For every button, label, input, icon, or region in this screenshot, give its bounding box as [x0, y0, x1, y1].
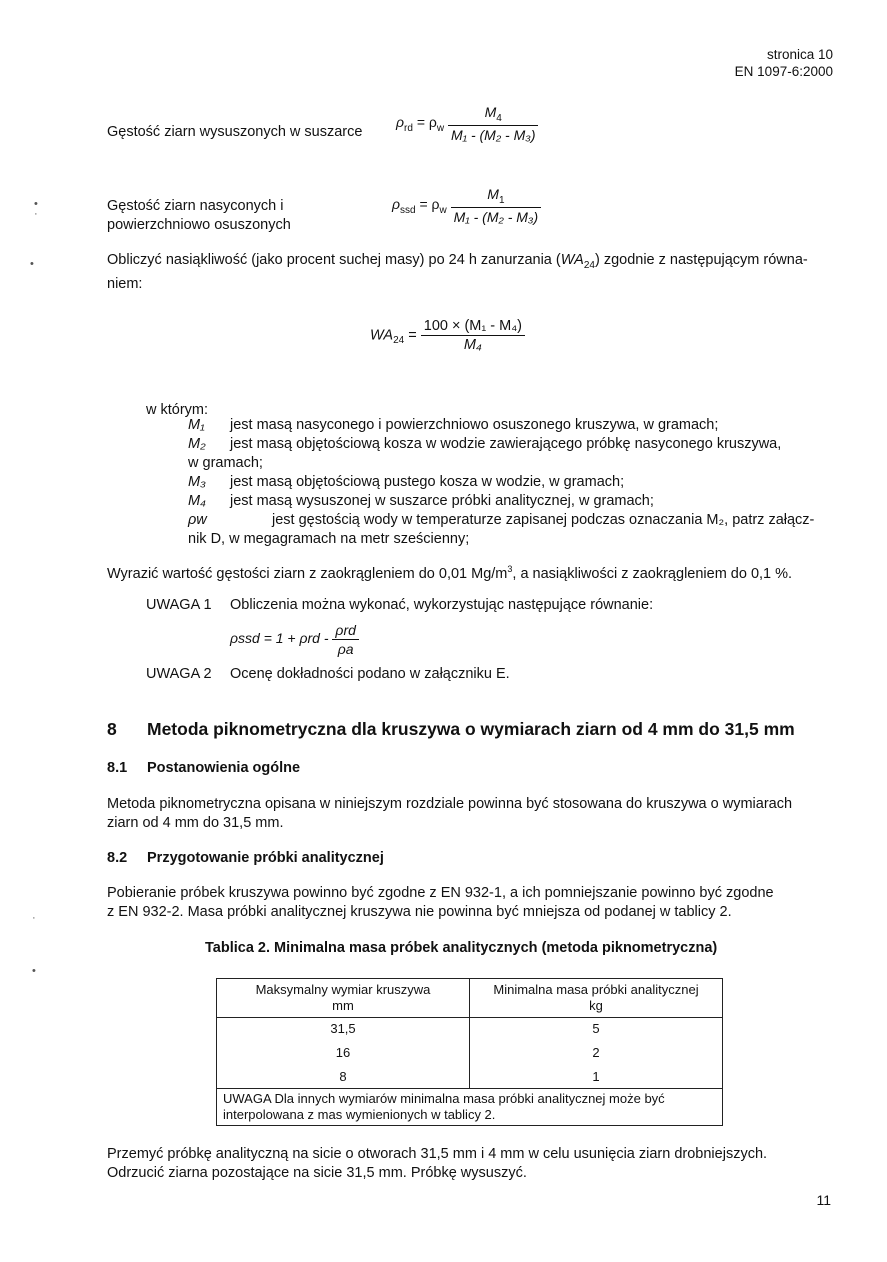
density-ssd-label: Gęstość ziarn nasyconych i powierzchniowo osuszonych: [107, 198, 291, 233]
scan-speck: •: [30, 258, 34, 270]
table-note-row: [217, 1089, 723, 1126]
page-header: [735, 46, 833, 80]
section-8-1-number: 8.1: [107, 760, 128, 776]
where-item-5-cont: nik D, w megagramach na metr sześcienny;: [188, 531, 470, 547]
rounding-text: Wyrazić wartość gęstości ziarn z zaokrągleniem do 0,01 $Mg/m^3$, a nasiąkliwości z zaokrągleniem do 0,1 %.: [107, 564, 793, 582]
section-8-1-title: Postanowienia ogólne: [147, 760, 301, 776]
section-8-number: 8: [107, 719, 117, 739]
where-item-5: ρw jest gęstością wody w temperaturze zapisanej podczas oznaczania M₂, patrz załącz-: [188, 512, 815, 528]
density-dry-formula: $\rho_{rd} = \rho_w$ $\frac{M_4}{\text{M₁ - (M₂ - M₃)}}$: [396, 104, 538, 143]
scan-speck: •: [32, 965, 36, 977]
table-row: 16 2: [217, 1040, 723, 1064]
section-8-1-paragraph: Metoda piknometryczna opisana w niniejszym rozdziale powinna być stosowana do kruszywa o wymiarach ziarn od 4 mm do 31,5 mm.: [107, 796, 793, 831]
note-1-formula: ρssd = 1 + ρrd - $\frac{\text{ρrd}}{\rho a}$: [230, 622, 359, 657]
scan-speck: ·: [34, 208, 38, 220]
where-item-4: M₄ jest masą wysuszonej w suszarce próbki analitycznej, w gramach;: [188, 493, 654, 509]
note-1-text: Obliczenia można wykonać, wykorzystując następujące równanie:: [230, 597, 654, 613]
absorption-intro: Obliczyć nasiąkliwość (jako procent suchej masy) po 24 h zanurzania $(WA_{24})$ zgodnie z następującym równa- niem:: [107, 252, 808, 292]
scan-speck: ·: [32, 912, 36, 924]
table-row: 31,5 5: [217, 1018, 723, 1041]
note-2-label: UWAGA 2: [146, 666, 212, 682]
where-list: [188, 416, 832, 549]
scan-speck: •: [34, 198, 38, 210]
note-2-text: Ocenę dokładności podano w załączniku E.: [230, 666, 510, 682]
where-item-3: M₃ jest masą objętościową pustego kosza w wodzie, w gramach;: [188, 474, 625, 490]
section-8-title: Metoda piknometryczna dla kruszywa o wymiarach ziarn od 4 mm do 31,5 mm: [147, 719, 795, 739]
density-dry-label: Gęstość ziarn wysuszonych w suszarce: [107, 124, 363, 140]
section-8-2-title: Przygotowanie próbki analitycznej: [147, 850, 384, 866]
absorption-formula: $WA_{24}$ = $\frac{\text{100 × (M₁ - M₄)}}{\text{M₄}}$: [370, 318, 525, 353]
density-ssd-formula: $\rho_{ssd} = \rho_w$ $\frac{M_1}{\text{M₁ - (M₂ - M₃)}}$: [392, 186, 541, 225]
where-item-2: M₂ jest masą objętościową kosza w wodzie zawierającego próbkę nasyconego kruszywa,: [188, 436, 782, 452]
standard-number: EN 1097-6:2000: [734, 64, 833, 79]
where-item-2-cont: w gramach;: [188, 455, 263, 471]
where-item-1: M₁ jest masą nasyconego i powierzchniowo osuszonego kruszywa, w gramach;: [188, 417, 719, 433]
section-8-2-paragraph: Pobieranie próbek kruszywa powinno być zgodne z EN 932-1, a ich pomniejszanie powinno być zgodne z EN 932-2. Masa próbki analitycznej kruszywa nie powinna być mniejsza od podanej w tablicy 2.: [107, 885, 774, 920]
table-header-size: Maksymalny wymiar kruszywa mm: [217, 979, 470, 1018]
table-header-row: [217, 979, 723, 1018]
table-row: 8 1: [217, 1064, 723, 1089]
table-note: UWAGA Dla innych wymiarów minimalna masa próbki analitycznej może być interpolowana z mas wymienionych w tablicy 2.: [217, 1089, 723, 1126]
page-number: 11: [816, 1192, 831, 1208]
note-1-label: UWAGA 1: [146, 597, 212, 613]
table-2-caption: Tablica 2. Minimalna masa próbek analitycznych (metoda piknometryczna): [205, 940, 718, 956]
page-label: stronica 10: [766, 47, 833, 62]
where-intro: w którym:: [146, 402, 209, 418]
table-header-mass: Minimalna masa próbki analitycznej kg: [470, 979, 723, 1018]
table-2: [216, 978, 723, 1126]
section-8-2-number: 8.2: [107, 850, 128, 866]
final-paragraph: Przemyć próbkę analityczną na sicie o otworach 31,5 mm i 4 mm w celu usunięcia ziarn drobniejszych. Odrzucić ziarna pozostające na sicie 31,5 mm. Próbkę wysuszyć.: [107, 1146, 768, 1181]
